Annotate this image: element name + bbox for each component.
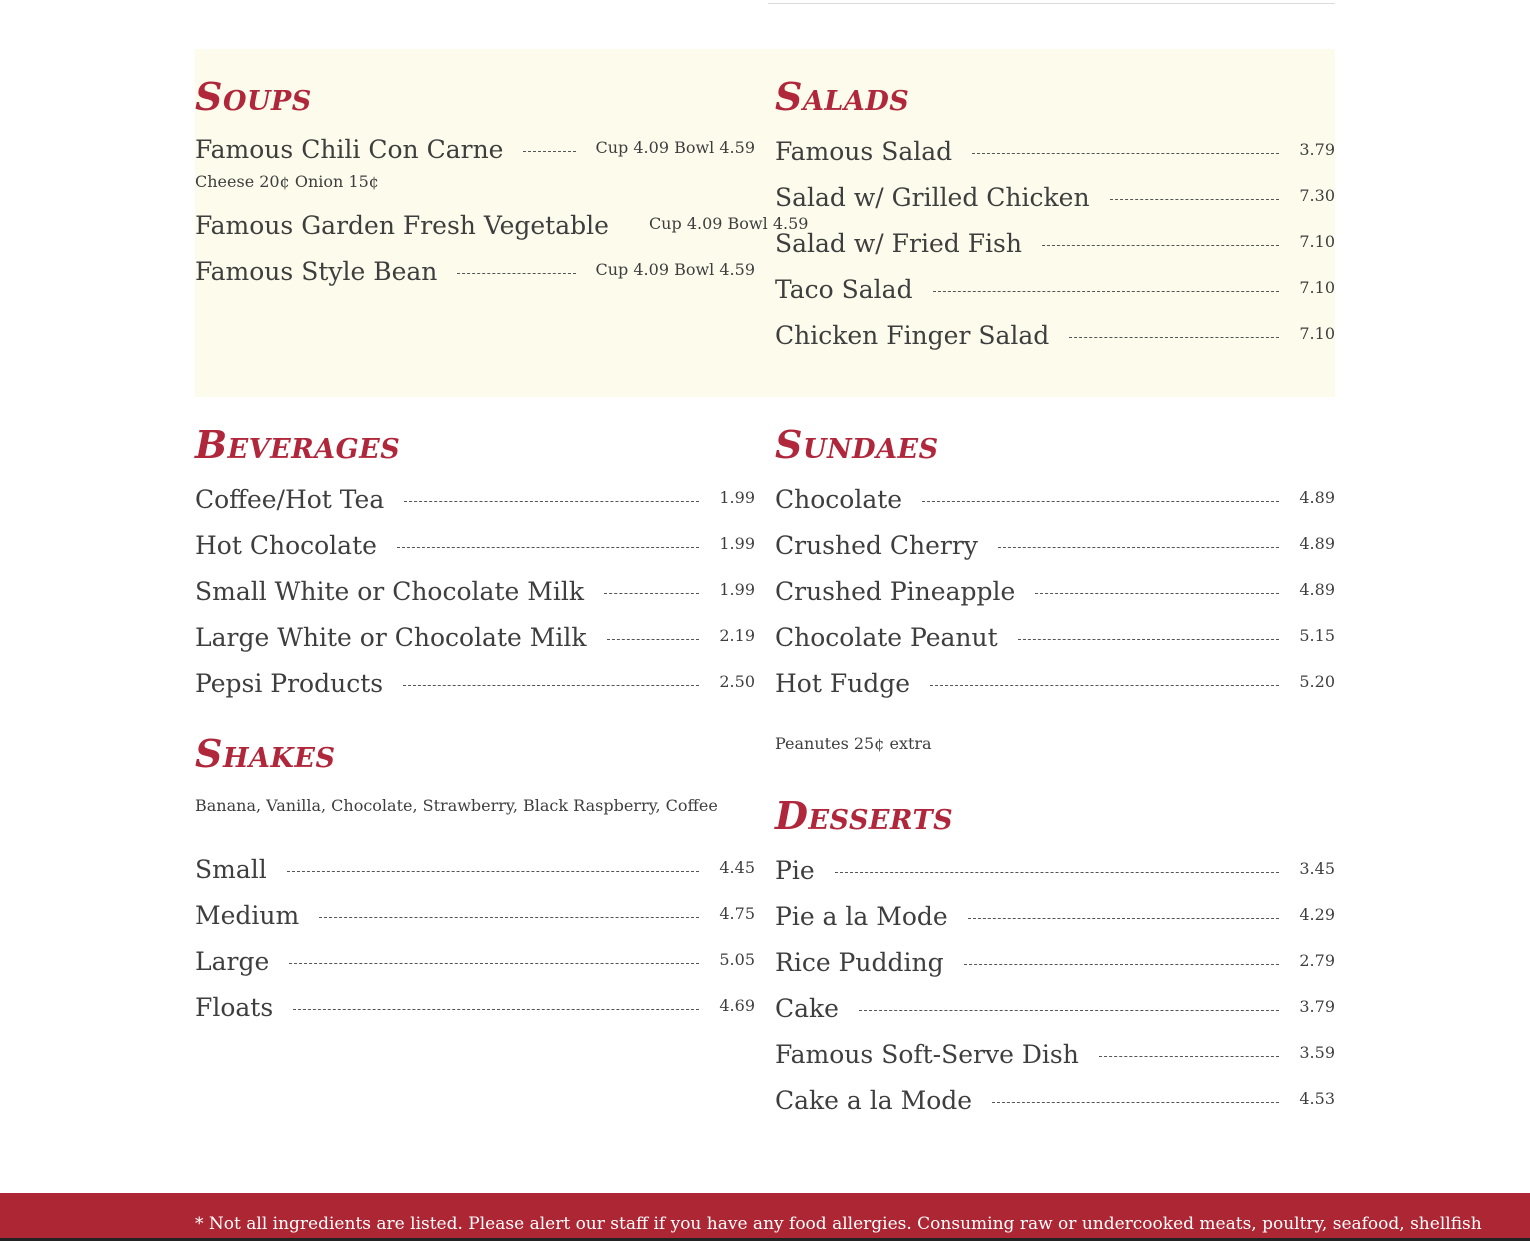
menu-item (775, 660, 1335, 706)
item-price: 2.79 (1299, 950, 1335, 970)
menu-item (195, 660, 755, 706)
menu-item (775, 128, 1335, 174)
menu-item (775, 312, 1335, 358)
item-price: 4.75 (719, 903, 755, 923)
menu-item (775, 1031, 1335, 1077)
item-price: 7.10 (1299, 277, 1335, 297)
dotted-leader (922, 501, 1279, 502)
dotted-leader (293, 1009, 699, 1010)
sundaes-title: Sundaes (775, 422, 939, 467)
menu-item (195, 846, 755, 892)
dotted-leader (287, 871, 700, 872)
item-price: 1.99 (719, 533, 755, 553)
dotted-leader (1018, 639, 1280, 640)
item-name: Small White or Chocolate Milk (195, 576, 584, 606)
item-price: 4.69 (719, 995, 755, 1015)
menu-item (775, 174, 1335, 220)
item-name: Crushed Pineapple (775, 576, 1016, 606)
dotted-leader (972, 153, 1279, 154)
sundaes-section (775, 422, 1335, 753)
item-name: Chocolate Peanut (775, 622, 998, 652)
dotted-leader (1099, 1056, 1280, 1057)
item-name: Famous Garden Fresh Vegetable (195, 210, 609, 240)
dotted-leader (933, 291, 1280, 292)
item-name: Medium (195, 900, 300, 930)
item-name: Chocolate (775, 484, 903, 514)
dotted-leader (859, 1010, 1279, 1011)
dotted-leader (289, 963, 699, 964)
item-price: 7.30 (1299, 185, 1335, 205)
menu-item (775, 568, 1335, 614)
item-name: Small (195, 854, 267, 884)
item-name: Taco Salad (775, 274, 913, 304)
dotted-leader (1110, 199, 1280, 200)
dotted-leader (1035, 593, 1279, 594)
menu-item (775, 893, 1335, 939)
dotted-leader (319, 917, 699, 918)
dotted-leader (1042, 245, 1279, 246)
menu-item (195, 202, 809, 248)
menu-item (195, 938, 755, 984)
item-name: Coffee/Hot Tea (195, 484, 385, 514)
item-name: Salad w/ Grilled Chicken (775, 182, 1090, 212)
menu-item (195, 984, 755, 1030)
menu-item (775, 476, 1335, 522)
dotted-leader (835, 872, 1280, 873)
menu-item (775, 1077, 1335, 1123)
item-name: Famous Style Bean (195, 256, 438, 286)
item-price: 7.10 (1299, 231, 1335, 251)
dotted-leader (404, 501, 699, 502)
item-name: Large White or Chocolate Milk (195, 622, 587, 652)
item-name: Pepsi Products (195, 668, 384, 698)
menu-item (775, 266, 1335, 312)
chili-note: Cheese 20¢ Onion 15¢ (195, 172, 379, 191)
menu-item (195, 476, 755, 522)
item-price: 4.29 (1299, 904, 1335, 924)
item-name: Pie a la Mode (775, 901, 948, 931)
shakes-section (195, 731, 755, 1030)
beverages-section (195, 422, 755, 706)
item-price: 1.99 (719, 487, 755, 507)
salads-section (775, 74, 1335, 358)
item-name: Hot Fudge (775, 668, 911, 698)
item-name: Rice Pudding (775, 947, 944, 977)
item-price: 4.89 (1299, 579, 1335, 599)
dotted-leader (523, 151, 575, 152)
dotted-leader (968, 918, 1280, 919)
dotted-leader (457, 273, 575, 274)
dotted-leader (998, 547, 1279, 548)
item-price: 3.59 (1299, 1042, 1335, 1062)
sundaes-note: Peanutes 25¢ extra (775, 734, 932, 753)
item-price: 4.45 (719, 857, 755, 877)
shakes-title: Shakes (195, 731, 336, 776)
menu-item (195, 128, 755, 170)
desserts-title: Desserts (775, 793, 954, 838)
shakes-flavors: Banana, Vanilla, Chocolate, Strawberry, Black Raspberry, Coffee (195, 796, 718, 815)
item-price: Cup 4.09 Bowl 4.59 (648, 213, 809, 233)
item-name: Chicken Finger Salad (775, 320, 1050, 350)
item-price: 4.89 (1299, 533, 1335, 553)
item-name: Famous Chili Con Carne (195, 134, 504, 164)
soups-title: Soups (195, 74, 312, 119)
menu-item (195, 568, 755, 614)
item-name: Cake (775, 993, 839, 1023)
item-price: Cup 4.09 Bowl 4.59 (595, 137, 755, 157)
top-divider (768, 3, 1335, 4)
item-price: 3.79 (1299, 996, 1335, 1016)
item-name: Hot Chocolate (195, 530, 377, 560)
item-name: Pie (775, 855, 815, 885)
allergy-disclaimer: * Not all ingredients are listed. Please alert our staff if you have any food allergies. Consuming raw or undercooked meats, poultry, seafood, shellfish (195, 1214, 1482, 1234)
item-price: 3.45 (1299, 858, 1335, 878)
item-name: Famous Soft-Serve Dish (775, 1039, 1079, 1069)
beverages-title: Beverages (195, 422, 401, 467)
menu-item (195, 248, 755, 294)
item-price: 4.53 (1299, 1088, 1335, 1108)
item-name: Salad w/ Fried Fish (775, 228, 1022, 258)
item-price: 5.05 (719, 949, 755, 969)
item-price: 1.99 (719, 579, 755, 599)
desserts-section (775, 793, 1335, 1123)
item-name: Crushed Cherry (775, 530, 978, 560)
menu-item (775, 522, 1335, 568)
item-price: 7.10 (1299, 323, 1335, 343)
item-price: 5.15 (1299, 625, 1335, 645)
item-price: 4.89 (1299, 487, 1335, 507)
item-price: 3.79 (1299, 139, 1335, 159)
dotted-leader (604, 593, 699, 594)
dotted-leader (964, 964, 1280, 965)
item-price: 5.20 (1299, 671, 1335, 691)
menu-item (775, 614, 1335, 660)
salads-title: Salads (775, 74, 910, 119)
item-price: Cup 4.09 Bowl 4.59 (595, 259, 755, 279)
item-name: Floats (195, 992, 274, 1022)
item-name: Cake a la Mode (775, 1085, 973, 1115)
dotted-leader (607, 639, 700, 640)
item-price: 2.19 (719, 625, 755, 645)
item-name: Famous Salad (775, 136, 953, 166)
menu-item (775, 220, 1335, 266)
menu-item (195, 614, 755, 660)
dotted-leader (403, 685, 699, 686)
soups-section (195, 74, 809, 294)
dotted-leader (930, 685, 1279, 686)
dotted-leader (1069, 337, 1279, 338)
menu-item (195, 892, 755, 938)
menu-item (775, 985, 1335, 1031)
dotted-leader (992, 1102, 1279, 1103)
menu-item (775, 939, 1335, 985)
item-price: 2.50 (719, 671, 755, 691)
item-name: Large (195, 946, 270, 976)
menu-item (195, 522, 755, 568)
dotted-leader (397, 547, 699, 548)
menu-item (775, 847, 1335, 893)
